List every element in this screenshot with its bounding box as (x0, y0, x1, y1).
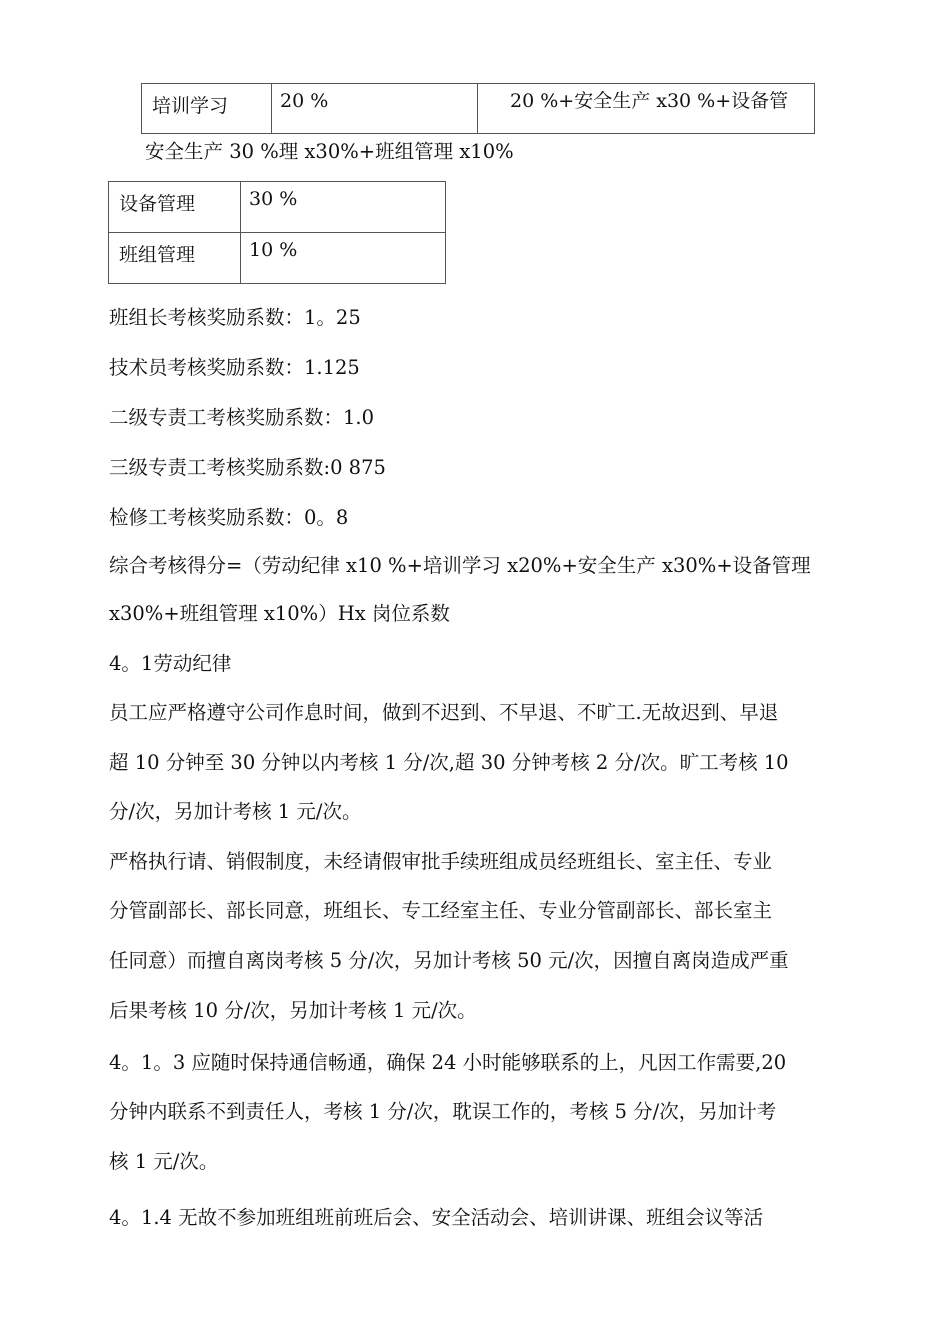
weight-table-training (141, 83, 815, 134)
score-formula-line1: 综合考核得分=（劳动纪律 x10 %+培训学习 x20%+安全生产 x30%+设备管理 (109, 554, 811, 577)
section-heading-labor-discipline: 4。1劳动纪律 (109, 652, 232, 675)
weight-table-management (108, 181, 446, 284)
paragraph-line: 分钟内联系不到责任人，考核 1 分/次，耽误工作的，考核 5 分/次，另加计考 (109, 1100, 777, 1123)
paragraph-line: 分/次，另加计考核 1 元/次。 (109, 800, 362, 823)
table-cell-formula: 20 %+安全生产 x30 %+设备管 (478, 84, 815, 134)
table-row (109, 233, 446, 284)
table-cell-label: 培训学习 (142, 84, 272, 134)
paragraph-line: 核 1 元/次。 (109, 1150, 219, 1173)
paragraph-line: 后果考核 10 分/次，另加计考核 1 元/次。 (109, 999, 477, 1022)
coefficient-level2-specialist: 二级专责工考核奖励系数：1.0 (109, 406, 375, 429)
table-cell-value: 10 % (241, 233, 446, 284)
coefficient-technician: 技术员考核奖励系数：1.125 (109, 356, 360, 379)
coefficient-team-leader: 班组长考核奖励系数：1。25 (109, 306, 361, 329)
coefficient-level3-specialist: 三级专责工考核奖励系数:0 875 (109, 456, 386, 479)
table-cell-value: 20 % (272, 84, 478, 134)
score-formula-line2: x30%+班组管理 x10%）Hx 岗位系数 (109, 602, 450, 625)
formula-continuation: 安全生产 30 %理 x30%+班组管理 x10% (145, 140, 514, 163)
table-row (109, 182, 446, 233)
coefficient-maintenance: 检修工考核奖励系数：0。8 (109, 506, 349, 529)
paragraph-line: 4。1.4 无故不参加班组班前班后会、安全活动会、培训讲课、班组会议等活 (109, 1206, 764, 1229)
paragraph-line: 超 10 分钟至 30 分钟以内考核 1 分/次,超 30 分钟考核 2 分/次。旷工考核 10 (109, 751, 789, 774)
paragraph-line: 员工应严格遵守公司作息时间，做到不迟到、不早退、不旷工.无故迟到、早退 (109, 701, 779, 724)
table-cell-value: 30 % (241, 182, 446, 233)
table-cell-label: 班组管理 (109, 233, 241, 284)
table-cell-label: 设备管理 (109, 182, 241, 233)
paragraph-line: 任同意）而擅自离岗考核 5 分/次，另加计考核 50 元/次，因擅自离岗造成严重 (109, 949, 789, 972)
paragraph-line: 严格执行请、销假制度，未经请假审批手续班组成员经班组长、室主任、专业 (109, 850, 773, 873)
table-row (142, 84, 815, 134)
paragraph-line: 分管副部长、部长同意，班组长、专工经室主任、专业分管副部长、部长室主 (109, 899, 773, 922)
paragraph-line: 4。1。3 应随时保持通信畅通，确保 24 小时能够联系的上，凡因工作需要,20 (109, 1051, 787, 1074)
